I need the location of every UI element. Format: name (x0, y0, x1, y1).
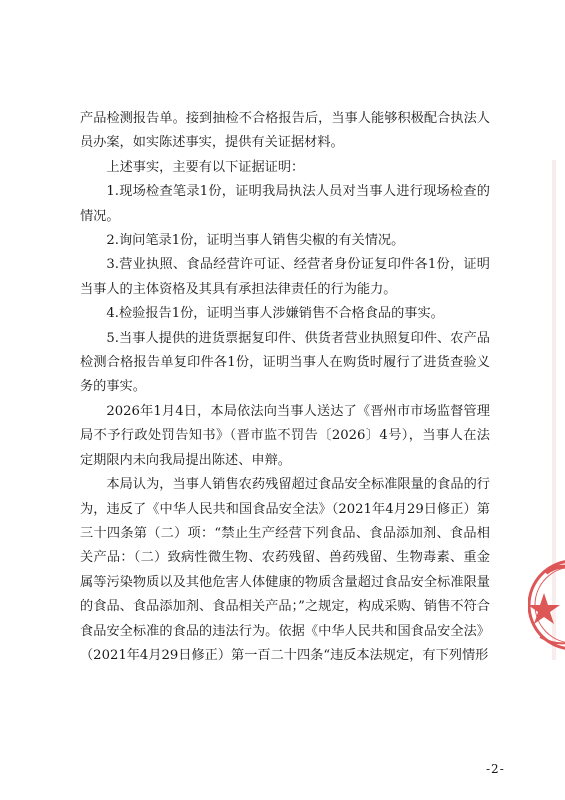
paragraph: 本局认为，当事人销售农药残留超过食品安全标准限量的食品的行为，违反了《中华人民共和国食品安全法》（2021年4月29日修正）第三十四条第（二）项：“禁止生产经营下列食品、食品添加剂、食品相关产品：（二）致病性微生物、农药残留、兽药残留、生物毒素、重金属等污染物质以及其他危害人体健康的物质含量超过食品安全标准限量的食品、食品添加剂、食品相关产品；”之规定，构成采购、销售不符合食品安全标准的食品的违法行为。依据《中华人民共和国食品安全法》（2021年4月29日修正）第一百二十四条“违反本法规定，有下列情形 (80, 477, 490, 663)
body-text (80, 107, 490, 668)
official-seal-icon (528, 555, 565, 655)
paragraph: 上述事实，主要有以下证据证明： (106, 159, 305, 175)
paragraph: 2026年1月4日，本局依法向当事人送达了《晋州市市场监督管理局不予行政处罚告知书》（晋市监不罚告〔2026〕4号），当事人在法定期限内未向我局提出陈述、申辩。 (80, 403, 490, 468)
paragraph: 1.现场检查笔录1份，证明我局执法人员对当事人进行现场检查的情况。 (80, 184, 490, 224)
paragraph: 4.检验报告1份，证明当事人涉嫌销售不合格食品的事实。 (106, 306, 444, 322)
page-number: -2- (486, 762, 505, 776)
paragraph: 2.询问笔录1份，证明当事人销售尖椒的有关情况。 (106, 233, 405, 249)
paragraph: 3.营业执照、食品经营许可证、经营者身份证复印件各1份，证明当事人的主体资格及其具有承担法律责任的行为能力。 (80, 257, 490, 297)
paragraph: 5.当事人提供的进货票据复印件、供货者营业执照复印件、农产品检测合格报告单复印件各1份，证明当事人在购货时履行了进货查验义务的事实。 (80, 330, 490, 395)
paragraph: 产品检测报告单。接到抽检不合格报告后，当事人能够积极配合执法人员办案，如实陈述事实，提供有关证据材料。 (80, 111, 490, 151)
